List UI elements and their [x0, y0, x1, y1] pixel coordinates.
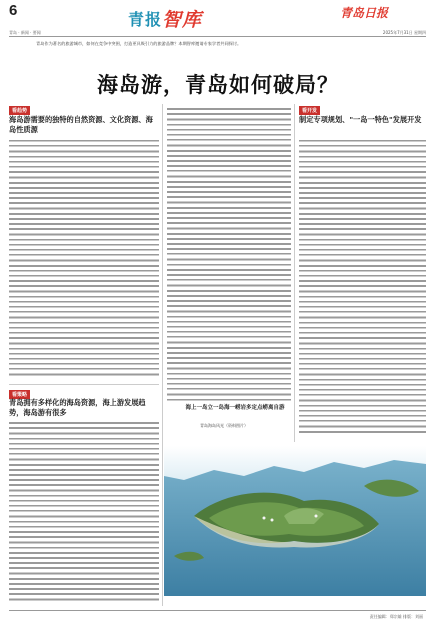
body-right	[299, 138, 426, 438]
tag-strategy: 看策略	[9, 390, 30, 399]
island-photo-graphic	[164, 446, 426, 596]
subhead-right: 制定专项规划、"一岛一特色"发展开发	[299, 115, 422, 124]
text-line	[167, 397, 291, 402]
text-line	[9, 371, 159, 376]
subhead-middle: 海上一岛立一岛海一崂岩多定点崂离自游	[185, 405, 285, 411]
section-title-left: 青报	[128, 10, 163, 29]
tag-development: 看开发	[299, 106, 320, 115]
meta-right: 2025年7月31日 星期四	[382, 30, 426, 35]
body-left-bottom	[9, 420, 159, 606]
headline: 海岛游，青岛如何破局？	[97, 73, 339, 97]
text-line	[299, 429, 426, 434]
text-line	[9, 596, 159, 601]
column-divider	[294, 104, 295, 442]
header-rule	[9, 36, 426, 37]
body-middle-top	[167, 106, 291, 406]
photo-caption: 青岛海岛风光（资料图片）	[200, 423, 248, 428]
subhead-left-bottom: 青岛拥有多样化的海岛资源，海上游发展趋势，海岛游有很多	[9, 398, 146, 417]
editor-credit: 责任编辑：郑宗雄 排版：刘丽	[369, 614, 423, 619]
section-title-right: 智库	[162, 9, 203, 31]
island-photo	[164, 446, 426, 596]
page-header	[0, 0, 435, 31]
subhead-left-top: 海岛游需要的独特的自然资源、文化资源、海岛性质源	[9, 115, 153, 134]
newspaper-logo: 青岛日报	[340, 6, 389, 20]
column-divider	[162, 104, 163, 606]
meta-left: 青岛 · 新闻 · 要闻	[9, 30, 41, 35]
footer-rule	[9, 610, 426, 611]
divider	[9, 384, 159, 385]
page-number: 6	[9, 2, 18, 19]
intro-paragraph: 青岛作为著名的旅游城市，如何在竞争中突围，打造更具吸引力的旅游品牌？本期智库邀请专家学者共同探讨。	[36, 41, 242, 46]
section-title	[128, 4, 202, 31]
tag-trend: 看趋势	[9, 106, 30, 115]
body-left-top	[9, 138, 159, 383]
